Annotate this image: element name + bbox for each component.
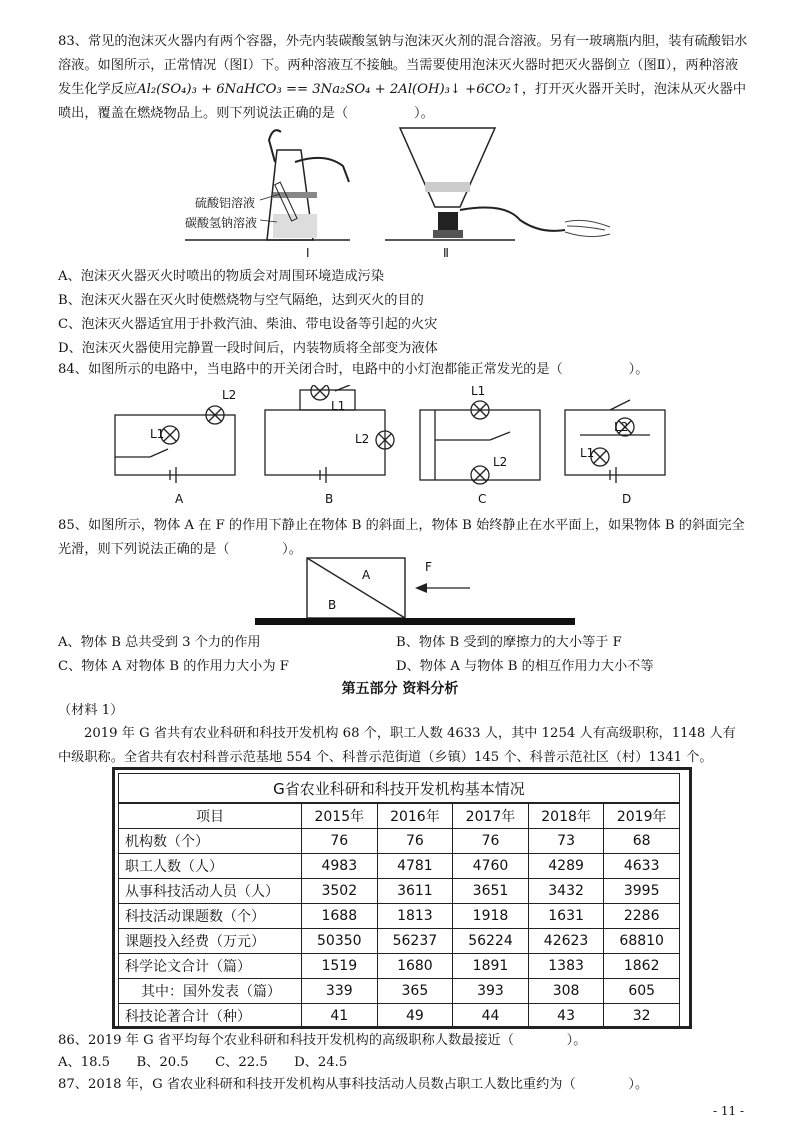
question-83-text: [58, 30, 748, 126]
table-caption-row: [119, 774, 680, 804]
figure-2-label: Ⅱ: [443, 246, 449, 260]
row-label: 科技活动课题数（个）: [119, 904, 302, 929]
table-row: [119, 979, 680, 1004]
table-cell: 1813: [377, 904, 453, 929]
table-cell: 4289: [528, 854, 604, 879]
table-header: 2015年: [302, 803, 378, 829]
question-83-option-a: A、泡沫灭火器灭火时喷出的物质会对周围环境造成污染: [58, 269, 385, 284]
question-85-text: 85、如图所示，物体 A 在 F 的作用下静止在物体 B 的斜面上，物体 B 始终静止在水平面上，如果物体 B 的斜面完全光滑，则下列说法正确的是（ ）。: [58, 518, 745, 557]
table-cell: 73: [528, 829, 604, 854]
row-label: 职工人数（人）: [119, 854, 302, 879]
circuit-c-l2: L2: [493, 455, 508, 469]
table-cell: 43: [528, 1004, 604, 1029]
page-number: - 11 -: [712, 1104, 744, 1118]
table-cell: 1862: [604, 954, 680, 979]
table-row: [119, 829, 680, 854]
block-a-label: A: [362, 568, 371, 582]
circuit-d-label: D: [622, 492, 632, 506]
table-cell: 605: [604, 979, 680, 1004]
table-header: 2017年: [453, 803, 529, 829]
table-cell: 2286: [604, 904, 680, 929]
table-cell: 1680: [377, 954, 453, 979]
statistics-table: [118, 773, 680, 1029]
table-cell: 68810: [604, 929, 680, 954]
table-cell: 3611: [377, 879, 453, 904]
question-86-text: 86、2019 年 G 省平均每个农业科研和科技开发机构的高级职称人数最接近（ ）。: [58, 1033, 587, 1048]
table-cell: 42623: [528, 929, 604, 954]
row-label: 科学论文合计（篇）: [119, 954, 302, 979]
table-cell: 308: [528, 979, 604, 1004]
circuit-diagrams: [110, 385, 670, 505]
table-cell: 41: [302, 1004, 378, 1029]
table-cell: 4781: [377, 854, 453, 879]
label-aluminum-sulfate: 硫酸铝溶液: [195, 196, 256, 210]
question-85-option-a: A、物体 B 总共受到 3 个力的作用: [58, 635, 261, 650]
table-row: [119, 954, 680, 979]
table-cell: 4983: [302, 854, 378, 879]
row-label: 其中：国外发表（篇）: [119, 979, 302, 1004]
question-83-option-c: C、泡沫灭火器适宜用于扑救汽油、柴油、带电设备等引起的火灾: [58, 317, 438, 332]
table-cell: 3432: [528, 879, 604, 904]
circuit-b-l1: L1: [331, 399, 346, 413]
row-label: 科技论著合计（种）: [119, 1004, 302, 1029]
table-header-row: [119, 803, 680, 829]
table-cell: 44: [453, 1004, 529, 1029]
table-cell: 49: [377, 1004, 453, 1029]
question-85-option-c: C、物体 A 对物体 B 的作用力大小为 F: [58, 659, 289, 674]
question-83-equation: Al₂(SO₄)₃ + 6NaHCO₃ == 3Na₂SO₄ + 2Al(OH)₃↓ +6CO₂↑: [137, 82, 522, 97]
table-row: [119, 879, 680, 904]
table-row: [119, 854, 680, 879]
label-sodium-bicarbonate: 碳酸氢钠溶液: [185, 216, 258, 230]
material-1-text: 2019 年 G 省共有农业科研和科技开发机构 68 个，职工人数 4633 人，其中 1254 人有高级职称，1148 人有中级职称。全省共有农村科普示范基地 554 个、科普示范街道（乡镇）145 个、科普示范社区（村）1341 个。: [58, 726, 736, 765]
table-header: 2016年: [377, 803, 453, 829]
question-83-stem: 83、常见的泡沫灭火器内有两个容器，外壳内装碳酸氢钠与泡沫灭火剂的混合溶液。另有一玻璃瓶内胆，装有硫酸铝水溶液。如图所示，正常情况（图Ⅰ）下。两种溶液互不接触。当需要使用泡沫灭火器时把灭火器倒立（图Ⅱ），两种溶液发生化学反应: [58, 34, 748, 97]
table-header: 项目: [119, 803, 302, 829]
question-85-option-b: B、物体 B 受到的摩擦力的大小等于 F: [396, 635, 622, 650]
question-86-options: A、18.5 B、20.5 C、22.5 D、24.5: [58, 1055, 348, 1070]
circuit-a-label: A: [175, 492, 184, 506]
table-cell: 76: [302, 829, 378, 854]
incline-figure: [255, 556, 575, 632]
circuit-a-l2: L2: [222, 388, 237, 402]
question-87-text: 87、2018 年，G 省农业科研和科技开发机构从事科技活动人员数占职工人数比重约为（ ）。: [58, 1077, 649, 1092]
table-cell: 3995: [604, 879, 680, 904]
section-title: 第五部分 资料分析: [341, 681, 459, 697]
circuit-a-l1: L1: [150, 427, 165, 441]
table-caption: G省农业科研和科技开发机构基本情况: [119, 774, 680, 804]
circuit-c-label: C: [478, 492, 487, 506]
table-cell: 32: [604, 1004, 680, 1029]
row-label: 课题投入经费（万元）: [119, 929, 302, 954]
table-row: [119, 904, 680, 929]
table-cell: 1519: [302, 954, 378, 979]
force-f-label: F: [425, 560, 432, 574]
figure-1-label: Ⅰ: [306, 246, 310, 260]
table-cell: 76: [377, 829, 453, 854]
table-cell: 56224: [453, 929, 529, 954]
material-label: （材料 1）: [58, 703, 124, 718]
table-row: [119, 929, 680, 954]
row-label: 从事科技活动人员（人）: [119, 879, 302, 904]
circuit-b-label: B: [325, 492, 334, 506]
table-cell: 365: [377, 979, 453, 1004]
question-83-option-d: D、泡沫灭火器使用完静置一段时间后，内装物质将全部变为液体: [58, 341, 438, 356]
circuit-c-l1: L1: [471, 384, 486, 398]
table-header: 2018年: [528, 803, 604, 829]
row-label: 机构数（个）: [119, 829, 302, 854]
table-row: [119, 1004, 680, 1029]
table-cell: 393: [453, 979, 529, 1004]
table-cell: 1688: [302, 904, 378, 929]
table-cell: 1891: [453, 954, 529, 979]
table-cell: 3502: [302, 879, 378, 904]
table-cell: 50350: [302, 929, 378, 954]
circuit-b-l2: L2: [355, 432, 370, 446]
question-83-option-b: B、泡沫灭火器在灭火时使燃烧物与空气隔绝，达到灭火的目的: [58, 293, 424, 308]
question-83-stem-end: ，打开灭火器开关时，泡沫从灭火器中喷出，覆盖在燃烧物品上。则下列说法正确的是（ ）。: [58, 82, 747, 121]
question-84-text: 84、如图所示的电路中，当电路中的开关闭合时，电路中的小灯泡都能正常发光的是（ ）。: [58, 362, 649, 377]
circuit-d-l1: L1: [580, 446, 595, 460]
table-cell: 4633: [604, 854, 680, 879]
table-cell: 1383: [528, 954, 604, 979]
table-cell: 3651: [453, 879, 529, 904]
table-cell: 339: [302, 979, 378, 1004]
table-cell: 68: [604, 829, 680, 854]
table-cell: 1631: [528, 904, 604, 929]
block-b-label: B: [328, 598, 337, 612]
table-cell: 1918: [453, 904, 529, 929]
table-cell: 56237: [377, 929, 453, 954]
table-cell: 76: [453, 829, 529, 854]
question-85-option-d: D、物体 A 与物体 B 的相互作用力大小不等: [396, 659, 654, 674]
table-header: 2019年: [604, 803, 680, 829]
table-cell: 4760: [453, 854, 529, 879]
circuit-d-l2: L2: [614, 420, 629, 434]
